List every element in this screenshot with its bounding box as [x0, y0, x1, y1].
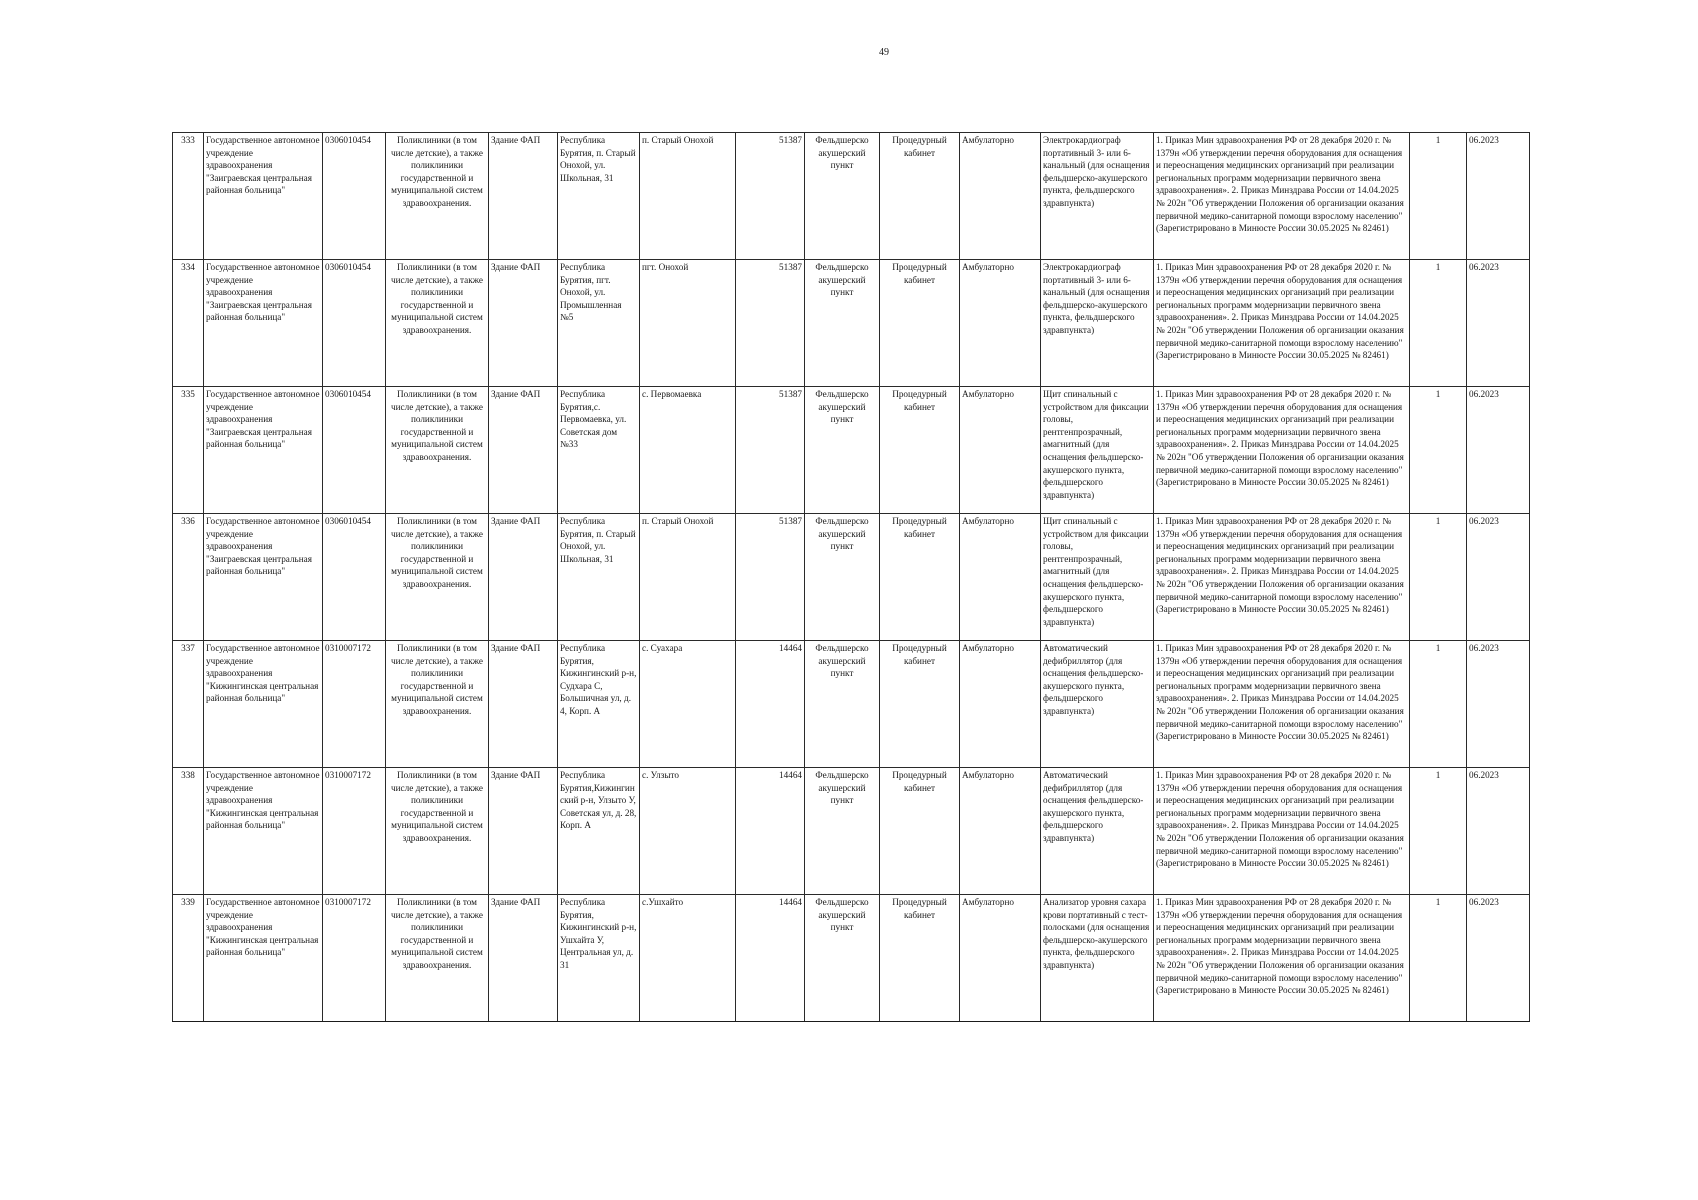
facility-type-cell: Поликлиники (в том числе детские), а также поликлиники государственной и муниципальной систем здравоохранения.	[386, 641, 489, 768]
facility-type-cell: Поликлиники (в том числе детские), а также поликлиники государственной и муниципальной систем здравоохранения.	[386, 768, 489, 895]
equipment-cell: Автоматический дефибриллятор (для оснащения фельдшерско-акушерского пункта, фельдшерского здравпункта)	[1041, 641, 1154, 768]
table-row	[173, 514, 1530, 641]
equipment-cell: Анализатор уровня сахара крови портативный с тест-полосками (для оснащения фельдшерско-акушерского пункта, фельдшерского здравпункта)	[1041, 895, 1154, 1022]
row-number-cell: 334	[173, 260, 204, 387]
row-number-cell: 339	[173, 895, 204, 1022]
locality-index-cell: 51387	[736, 133, 805, 260]
room-cell: Процедурный кабинет	[880, 260, 960, 387]
subdivision-cell: Фельдшерско акушерский пункт	[805, 895, 880, 1022]
table-row	[173, 260, 1530, 387]
care-condition-cell: Амбулаторно	[960, 514, 1041, 641]
quantity-cell: 1	[1410, 387, 1467, 514]
organization-cell: Государственное автономное учреждение здравоохранения "Заиграевская центральная районная больница"	[204, 387, 323, 514]
legal-basis-cell: 1. Приказ Мин здравоохранения РФ от 28 декабря 2020 г. № 1379н «Об утверждении перечня оборудования для оснащения и переоснащения медицинских организаций при реализации региональных программ модернизации первичного звена здравоохранения». 2. Приказ Минздрава России от 14.04.2025 № 202н "Об утверждении Положения об организации оказания первичной медико-санитарной помощи взрослому населению" (Зарегистрировано в Минюсте России 30.05.2025 № 82461)	[1154, 768, 1410, 895]
organization-cell: Государственное автономное учреждение здравоохранения "Кижингинская центральная районная больница"	[204, 895, 323, 1022]
equipment-cell: Электрокардиограф портативный 3- или 6-канальный (для оснащения фельдшерско-акушерского пункта, фельдшерского здравпункта)	[1041, 260, 1154, 387]
organization-cell: Государственное автономное учреждение здравоохранения "Заиграевская центральная районная больница"	[204, 260, 323, 387]
date-cell: 06.2023	[1467, 387, 1530, 514]
locality-index-cell: 14464	[736, 895, 805, 1022]
care-condition-cell: Амбулаторно	[960, 387, 1041, 514]
quantity-cell: 1	[1410, 133, 1467, 260]
equipment-cell: Автоматический дефибриллятор (для оснащения фельдшерско-акушерского пункта, фельдшерского здравпункта)	[1041, 768, 1154, 895]
locality-index-cell: 14464	[736, 641, 805, 768]
equipment-cell: Электрокардиограф портативный 3- или 6-канальный (для оснащения фельдшерско-акушерского пункта, фельдшерского здравпункта)	[1041, 133, 1154, 260]
care-condition-cell: Амбулаторно	[960, 641, 1041, 768]
subdivision-cell: Фельдшерско акушерский пункт	[805, 641, 880, 768]
facility-type-cell: Поликлиники (в том числе детские), а также поликлиники государственной и муниципальной систем здравоохранения.	[386, 895, 489, 1022]
org-code-cell: 0310007172	[323, 895, 386, 1022]
equipment-cell: Щит спинальный с устройством для фиксации головы, рентгенпрозрачный, амагнитный (для оснащения фельдшерско-акушерского пункта, фельдшерского здравпункта)	[1041, 387, 1154, 514]
quantity-cell: 1	[1410, 514, 1467, 641]
locality-cell: с.Ушхайто	[640, 895, 736, 1022]
legal-basis-cell: 1. Приказ Мин здравоохранения РФ от 28 декабря 2020 г. № 1379н «Об утверждении перечня оборудования для оснащения и переоснащения медицинских организаций при реализации региональных программ модернизации первичного звена здравоохранения». 2. Приказ Минздрава России от 14.04.2025 № 202н "Об утверждении Положения об организации оказания первичной медико-санитарной помощи взрослому населению" (Зарегистрировано в Минюсте России 30.05.2025 № 82461)	[1154, 260, 1410, 387]
locality-cell: с. Суахара	[640, 641, 736, 768]
address-cell: Республика Бурятия,Кижингинский р-н, Улзыто У, Советская ул, д. 28, Корп. А	[558, 768, 640, 895]
address-cell: Республика Бурятия, Кижингинский р-н, Судхара С, Большичная ул, д. 4, Корп. А	[558, 641, 640, 768]
quantity-cell: 1	[1410, 260, 1467, 387]
address-cell: Республика Бурятия, п. Старый Онохой, ул. Школьная, 31	[558, 514, 640, 641]
building-cell: Здание ФАП	[489, 895, 558, 1022]
quantity-cell: 1	[1410, 895, 1467, 1022]
locality-cell: п. Старый Онохой	[640, 514, 736, 641]
room-cell: Процедурный кабинет	[880, 514, 960, 641]
locality-index-cell: 51387	[736, 514, 805, 641]
date-cell: 06.2023	[1467, 641, 1530, 768]
address-cell: Республика Бурятия, пгт. Онохой, ул. Промышленная №5	[558, 260, 640, 387]
date-cell: 06.2023	[1467, 133, 1530, 260]
org-code-cell: 0306010454	[323, 260, 386, 387]
room-cell: Процедурный кабинет	[880, 768, 960, 895]
building-cell: Здание ФАП	[489, 514, 558, 641]
building-cell: Здание ФАП	[489, 260, 558, 387]
address-cell: Республика Бурятия, п. Старый Онохой, ул. Школьная, 31	[558, 133, 640, 260]
address-cell: Республика Бурятия,с. Первомаевка, ул. Советская дом №33	[558, 387, 640, 514]
table-row	[173, 387, 1530, 514]
org-code-cell: 0306010454	[323, 133, 386, 260]
subdivision-cell: Фельдшерско акушерский пункт	[805, 387, 880, 514]
table-row	[173, 641, 1530, 768]
room-cell: Процедурный кабинет	[880, 387, 960, 514]
table-body	[173, 133, 1530, 1022]
locality-index-cell: 51387	[736, 260, 805, 387]
row-number-cell: 338	[173, 768, 204, 895]
date-cell: 06.2023	[1467, 260, 1530, 387]
row-number-cell: 336	[173, 514, 204, 641]
subdivision-cell: Фельдшерско акушерский пункт	[805, 768, 880, 895]
locality-cell: с. Улзыто	[640, 768, 736, 895]
organization-cell: Государственное автономное учреждение здравоохранения "Заиграевская центральная районная больница"	[204, 133, 323, 260]
legal-basis-cell: 1. Приказ Мин здравоохранения РФ от 28 декабря 2020 г. № 1379н «Об утверждении перечня оборудования для оснащения и переоснащения медицинских организаций при реализации региональных программ модернизации первичного звена здравоохранения». 2. Приказ Минздрава России от 14.04.2025 № 202н "Об утверждении Положения об организации оказания первичной медико-санитарной помощи взрослому населению" (Зарегистрировано в Минюсте России 30.05.2025 № 82461)	[1154, 387, 1410, 514]
table-row	[173, 895, 1530, 1022]
legal-basis-cell: 1. Приказ Мин здравоохранения РФ от 28 декабря 2020 г. № 1379н «Об утверждении перечня оборудования для оснащения и переоснащения медицинских организаций при реализации региональных программ модернизации первичного звена здравоохранения». 2. Приказ Минздрава России от 14.04.2025 № 202н "Об утверждении Положения об организации оказания первичной медико-санитарной помощи взрослому населению" (Зарегистрировано в Минюсте России 30.05.2025 № 82461)	[1154, 895, 1410, 1022]
room-cell: Процедурный кабинет	[880, 895, 960, 1022]
care-condition-cell: Амбулаторно	[960, 260, 1041, 387]
org-code-cell: 0306010454	[323, 514, 386, 641]
room-cell: Процедурный кабинет	[880, 133, 960, 260]
legal-basis-cell: 1. Приказ Мин здравоохранения РФ от 28 декабря 2020 г. № 1379н «Об утверждении перечня оборудования для оснащения и переоснащения медицинских организаций при реализации региональных программ модернизации первичного звена здравоохранения». 2. Приказ Минздрава России от 14.04.2025 № 202н "Об утверждении Положения об организации оказания первичной медико-санитарной помощи взрослому населению" (Зарегистрировано в Минюсте России 30.05.2025 № 82461)	[1154, 133, 1410, 260]
org-code-cell: 0310007172	[323, 641, 386, 768]
quantity-cell: 1	[1410, 641, 1467, 768]
locality-cell: пгт. Онохой	[640, 260, 736, 387]
page-number: 49	[879, 47, 889, 58]
subdivision-cell: Фельдшерско акушерский пункт	[805, 133, 880, 260]
organization-cell: Государственное автономное учреждение здравоохранения "Кижингинская центральная районная больница"	[204, 641, 323, 768]
date-cell: 06.2023	[1467, 514, 1530, 641]
quantity-cell: 1	[1410, 768, 1467, 895]
address-cell: Республика Бурятия, Кижингинский р-н, Ушхайта У, Центральная ул, д. 31	[558, 895, 640, 1022]
date-cell: 06.2023	[1467, 895, 1530, 1022]
equipment-cell: Щит спинальный с устройством для фиксации головы, рентгенпрозрачный, амагнитный (для оснащения фельдшерско-акушерского пункта, фельдшерского здравпункта)	[1041, 514, 1154, 641]
organization-cell: Государственное автономное учреждение здравоохранения "Заиграевская центральная районная больница"	[204, 514, 323, 641]
locality-cell: п. Старый Онохой	[640, 133, 736, 260]
building-cell: Здание ФАП	[489, 387, 558, 514]
facility-type-cell: Поликлиники (в том числе детские), а также поликлиники государственной и муниципальной систем здравоохранения.	[386, 260, 489, 387]
legal-basis-cell: 1. Приказ Мин здравоохранения РФ от 28 декабря 2020 г. № 1379н «Об утверждении перечня оборудования для оснащения и переоснащения медицинских организаций при реализации региональных программ модернизации первичного звена здравоохранения». 2. Приказ Минздрава России от 14.04.2025 № 202н "Об утверждении Положения об организации оказания первичной медико-санитарной помощи взрослому населению" (Зарегистрировано в Минюсте России 30.05.2025 № 82461)	[1154, 514, 1410, 641]
org-code-cell: 0306010454	[323, 387, 386, 514]
row-number-cell: 335	[173, 387, 204, 514]
date-cell: 06.2023	[1467, 768, 1530, 895]
facility-type-cell: Поликлиники (в том числе детские), а также поликлиники государственной и муниципальной систем здравоохранения.	[386, 133, 489, 260]
organization-cell: Государственное автономное учреждение здравоохранения "Кижингинская центральная районная больница"	[204, 768, 323, 895]
locality-cell: с. Первомаевка	[640, 387, 736, 514]
care-condition-cell: Амбулаторно	[960, 895, 1041, 1022]
row-number-cell: 333	[173, 133, 204, 260]
care-condition-cell: Амбулаторно	[960, 133, 1041, 260]
building-cell: Здание ФАП	[489, 641, 558, 768]
care-condition-cell: Амбулаторно	[960, 768, 1041, 895]
locality-index-cell: 14464	[736, 768, 805, 895]
subdivision-cell: Фельдшерско акушерский пункт	[805, 514, 880, 641]
building-cell: Здание ФАП	[489, 133, 558, 260]
room-cell: Процедурный кабинет	[880, 641, 960, 768]
building-cell: Здание ФАП	[489, 768, 558, 895]
equipment-registry-table	[172, 132, 1530, 1022]
facility-type-cell: Поликлиники (в том числе детские), а также поликлиники государственной и муниципальной систем здравоохранения.	[386, 514, 489, 641]
table-row	[173, 133, 1530, 260]
org-code-cell: 0310007172	[323, 768, 386, 895]
subdivision-cell: Фельдшерско акушерский пункт	[805, 260, 880, 387]
locality-index-cell: 51387	[736, 387, 805, 514]
facility-type-cell: Поликлиники (в том числе детские), а также поликлиники государственной и муниципальной систем здравоохранения.	[386, 387, 489, 514]
table-row	[173, 768, 1530, 895]
legal-basis-cell: 1. Приказ Мин здравоохранения РФ от 28 декабря 2020 г. № 1379н «Об утверждении перечня оборудования для оснащения и переоснащения медицинских организаций при реализации региональных программ модернизации первичного звена здравоохранения». 2. Приказ Минздрава России от 14.04.2025 № 202н "Об утверждении Положения об организации оказания первичной медико-санитарной помощи взрослому населению" (Зарегистрировано в Минюсте России 30.05.2025 № 82461)	[1154, 641, 1410, 768]
row-number-cell: 337	[173, 641, 204, 768]
